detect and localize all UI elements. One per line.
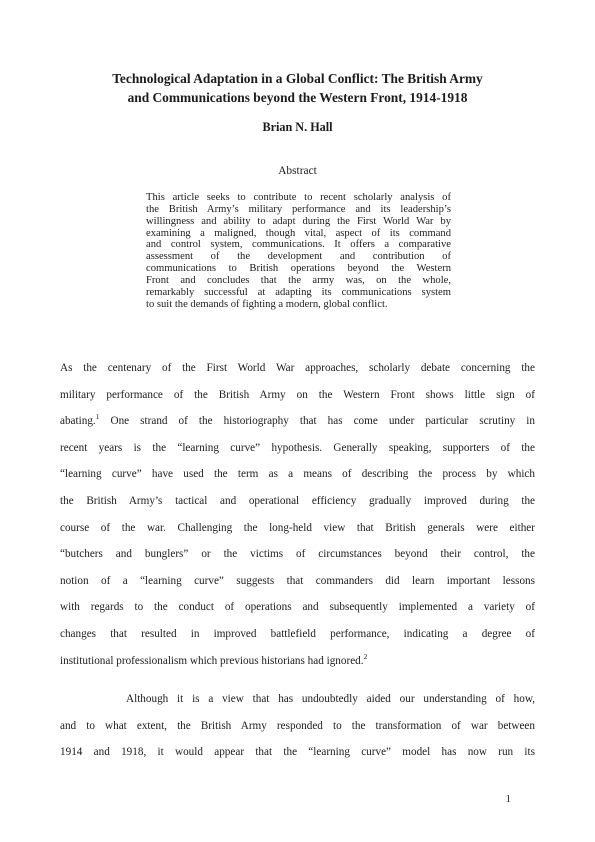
abstract-line: to suit the demands of fighting a modern, global conflict. bbox=[146, 298, 388, 310]
paragraph-2 bbox=[60, 686, 535, 766]
body-line: the British Army’s tactical and operational efficiency gradually improved during the bbox=[60, 494, 535, 507]
abstract-line: Front and concludes that the army was, on the whole, bbox=[146, 274, 451, 286]
body-line: military performance of the British Army on the Western Front shows little sign of bbox=[60, 388, 535, 401]
author-name: Brian N. Hall bbox=[262, 120, 333, 134]
body-line: As the centenary of the First World War approaches, scholarly debate concerning the bbox=[60, 362, 535, 374]
body-line: recent years is the “learning curve” hypothesis. Generally speaking, supporters of the bbox=[60, 441, 535, 454]
body-line-text: abating. bbox=[60, 415, 96, 428]
title-line: and Communications beyond the Western Front, 1914-1918 bbox=[127, 89, 468, 105]
abstract-line: assessment of the development and contribution of bbox=[146, 251, 451, 263]
body-line: notion of a “learning curve” suggests that commanders did learn important lessons bbox=[60, 574, 535, 587]
abstract-line: willingness and ability to adapt during the First World War by bbox=[146, 215, 451, 227]
abstract-line: communications to British operations beyond the Western bbox=[146, 263, 451, 275]
paragraph-1 bbox=[60, 355, 535, 674]
body-line: “butchers and bunglers” or the victims of circumstances beyond their control, the bbox=[60, 548, 535, 561]
abstract-line: the British Army’s military performance and its leadership’s bbox=[146, 203, 451, 215]
body-line-text: One strand of the historiography that has come under particular scrutiny in bbox=[99, 415, 535, 428]
footnote-ref-1[interactable]: 1 bbox=[95, 412, 100, 422]
page-number-text: 1 bbox=[505, 793, 511, 805]
abstract-line: and control system, communications. It offers a comparative bbox=[146, 239, 451, 251]
paper-title bbox=[60, 70, 535, 107]
body-line: 1914 and 1918, it would appear that the “learning curve” model has now run its bbox=[60, 746, 535, 759]
body-line: and to what extent, the British Army responded to the transformation of war between bbox=[60, 719, 535, 732]
abstract-heading: Abstract bbox=[278, 165, 317, 177]
body-line-text: institutional professionalism which previous historians had ignored. bbox=[60, 654, 364, 667]
body-line: with regards to the conduct of operations and subsequently implemented a variety of bbox=[60, 601, 535, 614]
footnote-ref-2[interactable]: 2 bbox=[363, 651, 368, 661]
body-line bbox=[60, 648, 535, 675]
abstract-line: remarkably successful at adapting its communications system bbox=[146, 286, 451, 298]
body-line: course of the war. Challenging the long-held view that British generals were either bbox=[60, 521, 535, 534]
body-line: “learning curve” have used the term as a means of describing the process by which bbox=[60, 468, 535, 481]
abstract-text bbox=[146, 192, 451, 310]
title-line: Technological Adaptation in a Global Conflict: The British Army bbox=[112, 71, 483, 86]
body-text bbox=[60, 355, 535, 766]
abstract-line: This article seeks to contribute to recent scholarly analysis of bbox=[146, 192, 451, 203]
body-line bbox=[60, 408, 535, 435]
body-line: Although it is a view that has undoubtedly aided our understanding of how, bbox=[126, 693, 535, 706]
body-line: changes that resulted in improved battlefield performance, indicating a degree of bbox=[60, 627, 535, 640]
abstract-line: examining a maligned, though vital, aspect of its command bbox=[146, 227, 451, 239]
